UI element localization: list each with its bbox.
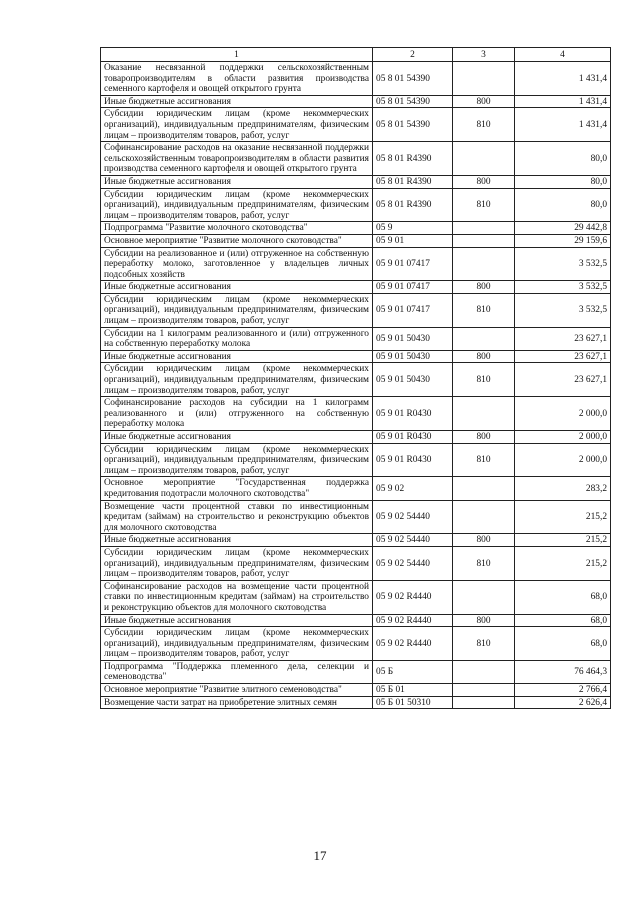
row-code-cell: 05 9 02 R4440: [373, 614, 453, 627]
row-code-cell: 05 9 01 R0430: [373, 431, 453, 444]
row-code-cell: 05 9 02 R4440: [373, 580, 453, 614]
row-code-cell: 05 Б: [373, 660, 453, 683]
row-sum-cell: 2 000,0: [515, 443, 611, 477]
row-type-cell: [453, 500, 515, 534]
table-row: [101, 281, 611, 294]
row-type-cell: 800: [453, 350, 515, 363]
table-row: [101, 234, 611, 247]
row-type-cell: 800: [453, 431, 515, 444]
table-row: [101, 327, 611, 350]
row-sum-cell: 23 627,1: [515, 363, 611, 397]
table-row: [101, 293, 611, 327]
row-name-cell: Субсидии юридическим лицам (кроме некоммерческих организаций), индивидуальным предпринимателям, физическим лицам – производителям товаров, работ, услуг: [101, 546, 373, 580]
row-name-cell: Иные бюджетные ассигнования: [101, 95, 373, 108]
row-sum-cell: 68,0: [515, 580, 611, 614]
row-type-cell: 810: [453, 108, 515, 142]
row-code-cell: 05 8 01 54390: [373, 108, 453, 142]
row-type-cell: [453, 477, 515, 500]
row-sum-cell: 23 627,1: [515, 350, 611, 363]
row-type-cell: 800: [453, 175, 515, 188]
row-sum-cell: 3 532,5: [515, 293, 611, 327]
table-row: [101, 397, 611, 431]
row-type-cell: [453, 397, 515, 431]
table-row: [101, 222, 611, 235]
row-sum-cell: 23 627,1: [515, 327, 611, 350]
row-sum-cell: 215,2: [515, 546, 611, 580]
table-row: [101, 95, 611, 108]
table-row: [101, 62, 611, 96]
row-code-cell: 05 9 02 54440: [373, 546, 453, 580]
row-name-cell: Иные бюджетные ассигнования: [101, 614, 373, 627]
header-cell-3: 3: [453, 48, 515, 62]
row-name-cell: Иные бюджетные ассигнования: [101, 534, 373, 547]
row-name-cell: Возмещение части процентной ставки по инвестиционным кредитам (займам) на строительство и реконструкцию объектов для молочного скотоводства: [101, 500, 373, 534]
row-name-cell: Субсидии на 1 килограмм реализованного и (или) отгруженного на собственную переработку молока: [101, 327, 373, 350]
header-cell-4: 4: [515, 48, 611, 62]
header-cell-2: 2: [373, 48, 453, 62]
row-sum-cell: 2 766,4: [515, 684, 611, 697]
row-type-cell: [453, 660, 515, 683]
row-code-cell: 05 9 02 R4440: [373, 627, 453, 661]
row-sum-cell: 215,2: [515, 534, 611, 547]
row-sum-cell: 3 532,5: [515, 281, 611, 294]
row-code-cell: 05 8 01 R4390: [373, 188, 453, 222]
table-row: [101, 188, 611, 222]
row-sum-cell: 80,0: [515, 142, 611, 176]
row-type-cell: [453, 696, 515, 709]
row-name-cell: Субсидии юридическим лицам (кроме некоммерческих организаций), индивидуальным предпринимателям, физическим лицам – производителям товаров, работ, услуг: [101, 443, 373, 477]
table-row: [101, 580, 611, 614]
row-type-cell: [453, 222, 515, 235]
row-code-cell: 05 9 01 R0430: [373, 397, 453, 431]
row-sum-cell: 1 431,4: [515, 62, 611, 96]
row-code-cell: 05 9 02: [373, 477, 453, 500]
row-name-cell: Основное мероприятие "Государственная поддержка кредитования подотрасли молочного скотоводства": [101, 477, 373, 500]
row-type-cell: [453, 247, 515, 281]
row-type-cell: 800: [453, 95, 515, 108]
row-sum-cell: 215,2: [515, 500, 611, 534]
row-name-cell: Софинансирование расходов на оказание несвязанной поддержки сельскохозяйственным товаропроизводителям в области развития производства семенного картофеля и овощей открытого грунта: [101, 142, 373, 176]
row-name-cell: Софинансирование расходов на субсидии на 1 килограмм реализованного и (или) отгруженного на собственную переработку молока: [101, 397, 373, 431]
row-sum-cell: 80,0: [515, 175, 611, 188]
row-name-cell: Оказание несвязанной поддержки сельскохозяйственным товаропроизводителям в области развития производства семенного картофеля и овощей открытого грунта: [101, 62, 373, 96]
row-sum-cell: 1 431,4: [515, 108, 611, 142]
table-body: [101, 62, 611, 709]
row-code-cell: 05 9 01 50430: [373, 363, 453, 397]
row-code-cell: 05 8 01 R4390: [373, 142, 453, 176]
table-row: [101, 363, 611, 397]
table-row: [101, 660, 611, 683]
row-type-cell: 800: [453, 534, 515, 547]
row-sum-cell: 68,0: [515, 614, 611, 627]
budget-table: [100, 47, 611, 709]
row-code-cell: 05 Б 01 50310: [373, 696, 453, 709]
table-row: [101, 431, 611, 444]
table-row: [101, 443, 611, 477]
row-type-cell: [453, 142, 515, 176]
table-row: [101, 534, 611, 547]
row-sum-cell: 29 159,6: [515, 234, 611, 247]
row-sum-cell: 1 431,4: [515, 95, 611, 108]
row-type-cell: 800: [453, 614, 515, 627]
row-code-cell: 05 9 01 07417: [373, 281, 453, 294]
row-name-cell: Иные бюджетные ассигнования: [101, 350, 373, 363]
row-name-cell: Основное мероприятие "Развитие молочного скотоводства": [101, 234, 373, 247]
row-code-cell: 05 9 01 50430: [373, 327, 453, 350]
row-code-cell: 05 9 01 R0430: [373, 443, 453, 477]
row-name-cell: Подпрограмма "Поддержка племенного дела, селекции и семеноводства": [101, 660, 373, 683]
table-row: [101, 142, 611, 176]
row-type-cell: 800: [453, 281, 515, 294]
table-row: [101, 500, 611, 534]
row-name-cell: Возмещение части затрат на приобретение элитных семян: [101, 696, 373, 709]
row-code-cell: 05 8 01 R4390: [373, 175, 453, 188]
table-row: [101, 684, 611, 697]
row-sum-cell: 29 442,8: [515, 222, 611, 235]
table-row: [101, 350, 611, 363]
row-name-cell: Софинансирование расходов на возмещение части процентной ставки по инвестиционным кредитам (займам) на строительство и реконструкцию объектов для молочного скотоводства: [101, 580, 373, 614]
table-row: [101, 614, 611, 627]
row-sum-cell: 2 000,0: [515, 397, 611, 431]
row-name-cell: Субсидии на реализованное и (или) отгруженное на собственную переработку молоко, заготовленное у владельцев личных подсобных хозяйств: [101, 247, 373, 281]
row-sum-cell: 2 626,4: [515, 696, 611, 709]
row-name-cell: Основное мероприятие "Развитие элитного семеноводства": [101, 684, 373, 697]
row-name-cell: Субсидии юридическим лицам (кроме некоммерческих организаций), индивидуальным предпринимателям, физическим лицам – производителям товаров, работ, услуг: [101, 363, 373, 397]
row-type-cell: 810: [453, 363, 515, 397]
table-row: [101, 546, 611, 580]
row-type-cell: [453, 234, 515, 247]
row-name-cell: Иные бюджетные ассигнования: [101, 431, 373, 444]
row-type-cell: [453, 580, 515, 614]
row-name-cell: Субсидии юридическим лицам (кроме некоммерческих организаций), индивидуальным предпринимателям, физическим лицам – производителям товаров, работ, услуг: [101, 108, 373, 142]
table-row: [101, 175, 611, 188]
row-type-cell: 810: [453, 443, 515, 477]
row-type-cell: [453, 327, 515, 350]
row-type-cell: 810: [453, 627, 515, 661]
row-sum-cell: 3 532,5: [515, 247, 611, 281]
row-code-cell: 05 9: [373, 222, 453, 235]
row-name-cell: Иные бюджетные ассигнования: [101, 281, 373, 294]
row-code-cell: 05 9 02 54440: [373, 534, 453, 547]
row-code-cell: 05 8 01 54390: [373, 62, 453, 96]
table-row: [101, 696, 611, 709]
table-row: [101, 108, 611, 142]
row-sum-cell: 80,0: [515, 188, 611, 222]
row-sum-cell: 68,0: [515, 627, 611, 661]
row-code-cell: 05 9 02 54440: [373, 500, 453, 534]
row-name-cell: Субсидии юридическим лицам (кроме некоммерческих организаций), индивидуальным предпринимателям, физическим лицам – производителям товаров, работ, услуг: [101, 293, 373, 327]
table-row: [101, 477, 611, 500]
row-name-cell: Субсидии юридическим лицам (кроме некоммерческих организаций), индивидуальным предпринимателям, физическим лицам – производителям товаров, работ, услуг: [101, 627, 373, 661]
row-type-cell: [453, 62, 515, 96]
row-name-cell: Подпрограмма "Развитие молочного скотоводства": [101, 222, 373, 235]
row-code-cell: 05 8 01 54390: [373, 95, 453, 108]
row-type-cell: 810: [453, 293, 515, 327]
row-type-cell: [453, 684, 515, 697]
row-code-cell: 05 9 01: [373, 234, 453, 247]
row-sum-cell: 283,2: [515, 477, 611, 500]
row-name-cell: Иные бюджетные ассигнования: [101, 175, 373, 188]
table-row: [101, 247, 611, 281]
row-type-cell: 810: [453, 546, 515, 580]
table-header-row: [101, 48, 611, 62]
row-name-cell: Субсидии юридическим лицам (кроме некоммерческих организаций), индивидуальным предпринимателям, физическим лицам – производителям товаров, работ, услуг: [101, 188, 373, 222]
row-code-cell: 05 9 01 50430: [373, 350, 453, 363]
row-code-cell: 05 9 01 07417: [373, 293, 453, 327]
row-sum-cell: 76 464,3: [515, 660, 611, 683]
table-row: [101, 627, 611, 661]
row-code-cell: 05 Б 01: [373, 684, 453, 697]
row-type-cell: 810: [453, 188, 515, 222]
page-number: 17: [313, 848, 327, 863]
row-sum-cell: 2 000,0: [515, 431, 611, 444]
row-code-cell: 05 9 01 07417: [373, 247, 453, 281]
header-cell-1: 1: [101, 48, 373, 62]
